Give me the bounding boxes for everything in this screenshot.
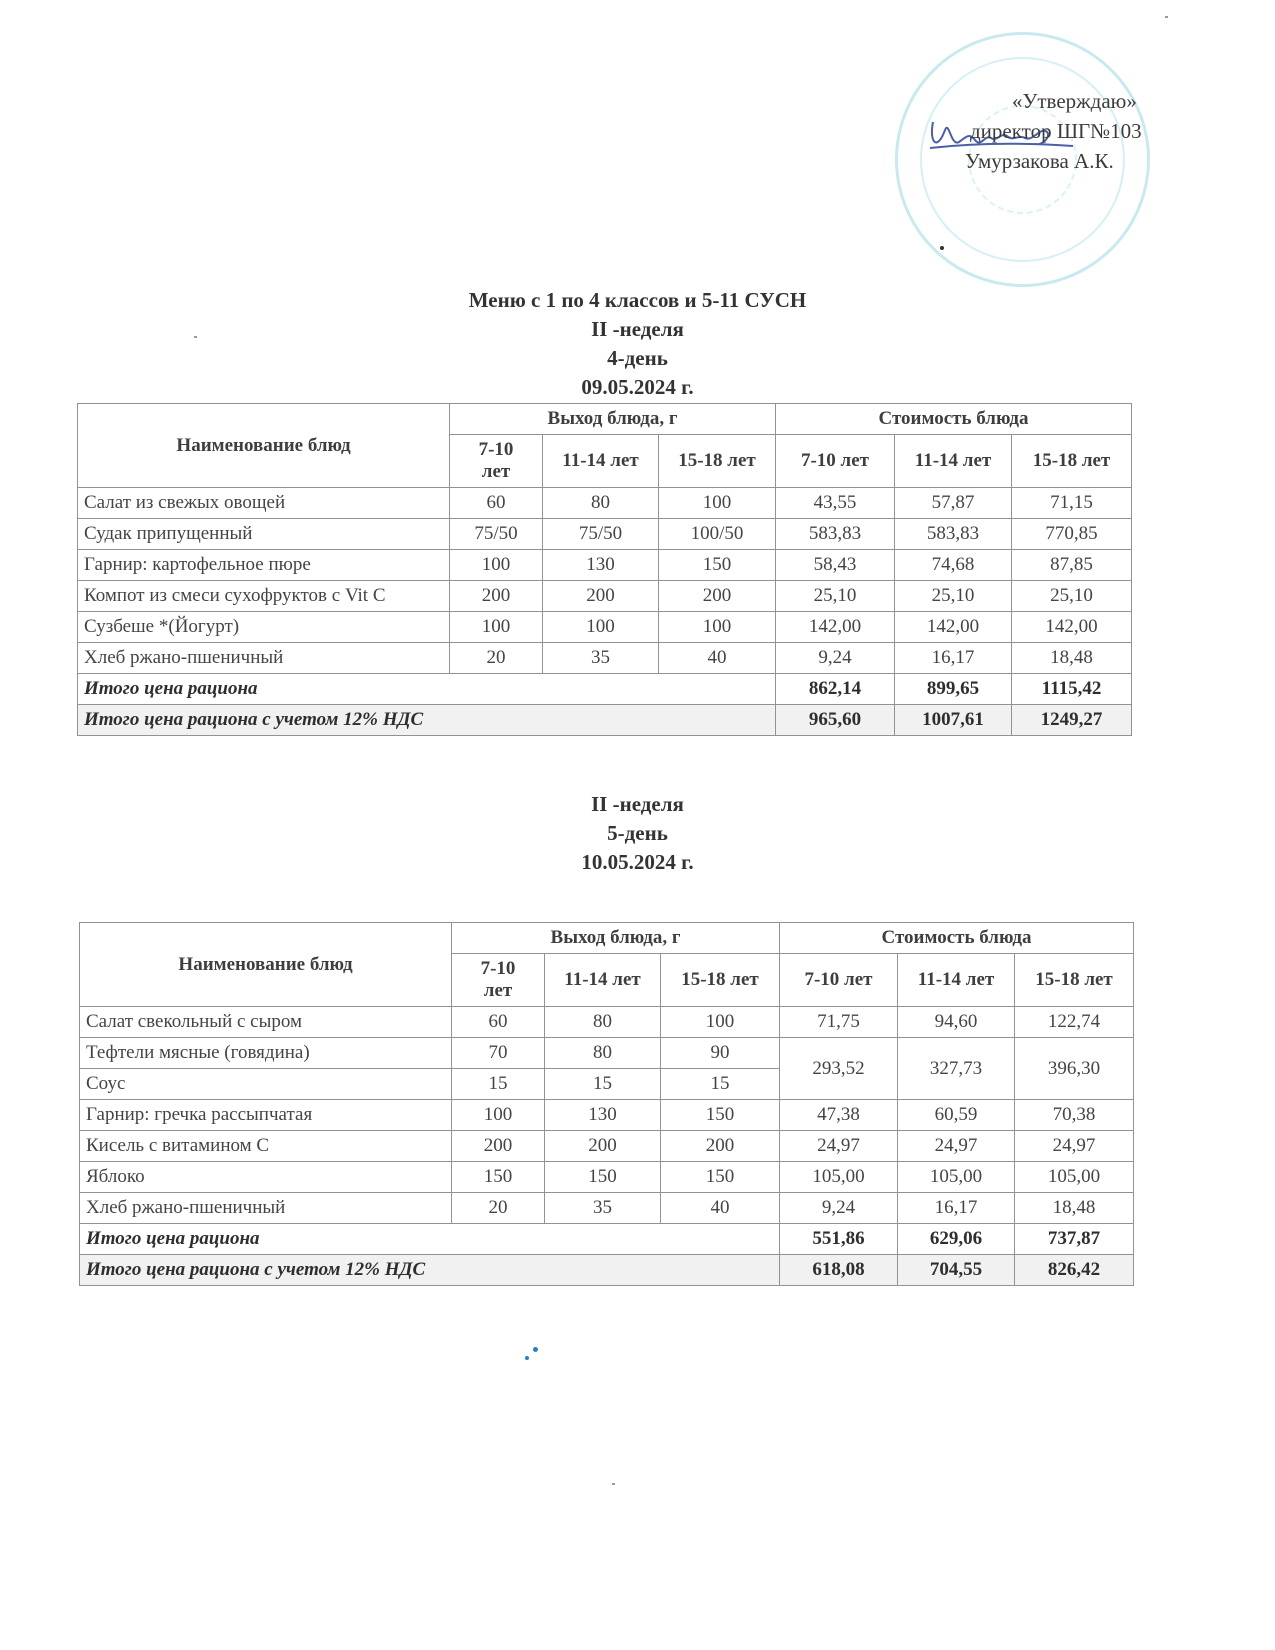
table-row: Кисель с витамином С 200 200 200 24,97 24,97 24,97 (80, 1131, 1134, 1162)
table-row: Судак припущенный 75/50 75/50 100/50 583,83 583,83 770,85 (78, 519, 1132, 550)
col-header-yield-7-10: 7-10 лет (452, 954, 545, 1007)
total-vat-label: Итого цена рациона с учетом 12% НДС (78, 705, 776, 736)
col-header-yield: Выход блюда, г (452, 923, 780, 954)
day5-heading (0, 790, 1275, 877)
total-row: Итого цена рациона 551,86 629,06 737,87 (80, 1224, 1134, 1255)
day4-date: 09.05.2024 г. (581, 375, 694, 399)
scan-speck (1165, 16, 1168, 18)
table-row: Яблоко 150 150 150 105,00 105,00 105,00 (80, 1162, 1134, 1193)
day4-heading (0, 286, 1275, 402)
table-row: Сузбеше *(Йогурт) 100 100 100 142,00 142,00 142,00 (78, 612, 1132, 643)
table-row: Соус 15 15 15 (80, 1069, 1134, 1100)
day4-week: II -неделя (591, 317, 684, 341)
blue-dot (525, 1356, 529, 1360)
day5-menu-table (79, 922, 1134, 1286)
ink-dot (940, 246, 944, 250)
day4-menu-table (77, 403, 1132, 736)
col-header-dish-name: Наименование блюд (80, 923, 452, 1007)
table-row: Гарнир: гречка рассыпчатая 100 130 150 47,38 60,59 70,38 (80, 1100, 1134, 1131)
total-vat-row: Итого цена рациона с учетом 12% НДС 965,60 1007,61 1249,27 (78, 705, 1132, 736)
blue-dot (533, 1347, 538, 1352)
col-header-yield-15-18: 15-18 лет (659, 435, 776, 488)
table-row: Салат из свежых овощей 60 80 100 43,55 57,87 71,15 (78, 488, 1132, 519)
document-title: Меню с 1 по 4 классов и 5-11 СУСН (468, 288, 807, 312)
col-header-yield: Выход блюда, г (450, 404, 776, 435)
table-row: Хлеб ржано-пшеничный 20 35 40 9,24 16,17 18,48 (78, 643, 1132, 674)
approval-position: директор ШГ№103 (970, 119, 1142, 143)
col-header-cost-11-14: 11-14 лет (895, 435, 1012, 488)
total-row: Итого цена рациона 862,14 899,65 1115,42 (78, 674, 1132, 705)
total-vat-label: Итого цена рациона с учетом 12% НДС (80, 1255, 780, 1286)
total-label: Итого цена рациона (80, 1224, 780, 1255)
col-header-yield-11-14: 11-14 лет (543, 435, 659, 488)
table-row: Компот из смеси сухофруктов с Vit C 200 200 200 25,10 25,10 25,10 (78, 581, 1132, 612)
total-vat-row: Итого цена рациона с учетом 12% НДС 618,08 704,55 826,42 (80, 1255, 1134, 1286)
col-header-cost-7-10: 7-10 лет (776, 435, 895, 488)
approval-title: «Утверждаю» (1012, 89, 1137, 113)
merged-cost-cell: 327,73 (898, 1038, 1015, 1100)
day4-day: 4-день (607, 346, 668, 370)
scan-speck (194, 336, 197, 338)
table-row: Гарнир: картофельное пюре 100 130 150 58,43 74,68 87,85 (78, 550, 1132, 581)
day5-week: II -неделя (591, 792, 684, 816)
approval-block (960, 86, 1170, 176)
col-header-cost-15-18: 15-18 лет (1015, 954, 1134, 1007)
table-row: Салат свекольный с сыром 60 80 100 71,75 94,60 122,74 (80, 1007, 1134, 1038)
total-label: Итого цена рациона (78, 674, 776, 705)
col-header-yield-15-18: 15-18 лет (661, 954, 780, 1007)
table-row: Тефтели мясные (говядина) 70 80 90 293,52 327,73 396,30 (80, 1038, 1134, 1069)
merged-cost-cell: 396,30 (1015, 1038, 1134, 1100)
col-header-cost: Стоимость блюда (780, 923, 1134, 954)
col-header-cost-11-14: 11-14 лет (898, 954, 1015, 1007)
col-header-cost: Стоимость блюда (776, 404, 1132, 435)
merged-cost-cell: 293,52 (780, 1038, 898, 1100)
col-header-yield-7-10: 7-10 лет (450, 435, 543, 488)
scan-speck (612, 1483, 615, 1485)
col-header-cost-15-18: 15-18 лет (1012, 435, 1132, 488)
day5-date: 10.05.2024 г. (581, 850, 694, 874)
table-row: Хлеб ржано-пшеничный 20 35 40 9,24 16,17 18,48 (80, 1193, 1134, 1224)
col-header-dish-name: Наименование блюд (78, 404, 450, 488)
col-header-yield-11-14: 11-14 лет (545, 954, 661, 1007)
approval-name: Умурзакова А.К. (965, 149, 1114, 173)
day5-day: 5-день (607, 821, 668, 845)
col-header-cost-7-10: 7-10 лет (780, 954, 898, 1007)
